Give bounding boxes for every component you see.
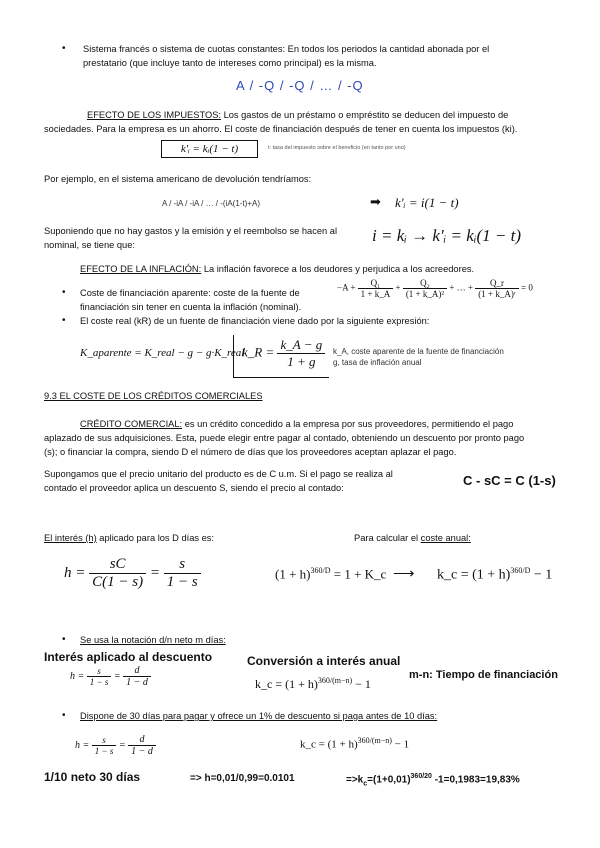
impuestos-heading: EFECTO DE LOS IMPUESTOS: (87, 110, 221, 120)
inflacion-paragraph (80, 262, 474, 276)
ej-kc: k_c = (1 + h) (300, 738, 358, 751)
credito-heading: CRÉDITO COMERCIAL: (80, 419, 183, 429)
not-eq: = (113, 670, 121, 682)
interes-label-rest: aplicado para los D días es: (96, 533, 215, 543)
h-num2: s (164, 556, 201, 574)
credito-price-formula: C - sC = C (1-s) (463, 473, 556, 488)
kc-exp: 360/D (510, 566, 531, 575)
bullet-dot: • (62, 634, 66, 645)
frances-title: Sistema francés o sistema de cuotas constantes: (83, 44, 286, 54)
ejemplo-bullet: Dispone de 30 días para pagar y ofrece un 1% de descuento si paga antes de 10 días: (80, 711, 438, 721)
credito-text1: es un crédito concedido a la empresa por sus proveedores, permitiendo el pago (182, 419, 514, 429)
kr-legend1: k_A, coste aparente de la fuente de financiación (333, 347, 504, 356)
not-kc-exp: 360/(m−n) (317, 676, 353, 685)
kr-den: 1 + g (287, 354, 316, 369)
ej-frac-d (128, 734, 156, 757)
impuestos-paragraph (87, 108, 508, 122)
ej-kc-exp: 360/(m−n) (357, 736, 392, 745)
bullet-dot: • (62, 287, 66, 298)
ej-1s: 1 − s (94, 746, 114, 756)
kc-formula (437, 566, 552, 584)
inflacion-b1b: financiación sin tener en cuenta la inflación (nominal). (80, 302, 302, 312)
kr-formula (242, 337, 325, 370)
h-den1: C(1 − s) (92, 574, 144, 590)
credito-text2: aplazado de sus adquisiciones. Esta, puede elegir entre pagar al contado, obteniendo un descuento por pronto pago (44, 433, 525, 443)
frances-text1: En todos los periodos la cantidad abonada por el (285, 44, 490, 54)
not-d: d (123, 665, 151, 677)
eq-d2: (1 + k_A)² (405, 289, 445, 299)
eq-frac-r (475, 278, 519, 299)
credito-supp2: contado el proveedor aplica un descuento S, siendo el precio al contado: (44, 483, 344, 493)
eq-qr: Q_r (475, 278, 519, 289)
kr-num: k_A − g (277, 337, 325, 354)
not-kc: k_c = (1 + h) (255, 677, 318, 691)
ej-r2-sub: c (363, 780, 368, 788)
inflacion-b2: El coste real (kR) de un fuente de financiación viene dado por la siguiente expresión: (80, 316, 430, 326)
arrow-right-icon: ➡ (370, 194, 381, 209)
inflacion-real-formula: K_aparente = K_real − g − g·K_real (80, 347, 245, 359)
h-formula (64, 556, 201, 591)
interes-label (44, 531, 214, 545)
h-left: h = (64, 564, 86, 581)
impuestos-amer-formula: A / -iA / -iA / … / -(iA(1-t)+A) (162, 199, 261, 208)
frances-paragraph (83, 42, 553, 56)
ej-eq: = (118, 739, 126, 751)
eq-part-a: −A + (337, 282, 356, 293)
bullet-dot: • (62, 315, 66, 326)
inflacion-b1a: Coste de financiación aparente: coste de la fuente de (80, 288, 300, 298)
kr-legend2: g, tasa de inflación anual (333, 358, 422, 367)
h-frac-1 (89, 556, 146, 591)
impuestos-supp-formula: i = kᵢ → k'ᵢ = kᵢ(1 − t) (372, 226, 522, 245)
credito-supp1: Supongamos que el precio unitario del producto es de C u.m. Si el pago se realiza al (44, 469, 393, 479)
impuestos-supp2: nominal, se tiene que: (44, 240, 135, 250)
ej-r2-exp: 360/20 (410, 773, 432, 780)
not-frac-d (123, 665, 151, 688)
ej-r2-mid: =(1+0,01) (367, 774, 411, 786)
not-frac-s (87, 666, 112, 687)
annual-left: (1 + h) (275, 566, 311, 582)
impuestos-text2: sociedades. Para la empresa es un ahorro. El coste de financiación después de tener en cuenta los impuestos (ki). (44, 124, 518, 134)
eq-d1: 1 + k_A (360, 289, 391, 299)
impuestos-supp1: Suponiendo que no hay gastos y la emisión y el reembolso se hacen al (44, 226, 338, 236)
ejemplo-h-formula (75, 734, 156, 757)
inflacion-text: La inflación favorece a los deudores y perjudica a los acreedores. (201, 264, 475, 274)
h-frac-2 (164, 556, 201, 591)
ejemplo-result-label: 1/10 neto 30 días (44, 770, 141, 784)
ejemplo-result1: => h=0,01/0,99=0.0101 (190, 773, 295, 784)
inflacion-heading: EFECTO DE LA INFLACIÓN: (80, 264, 202, 274)
eq-q2: Q₂ (403, 278, 447, 289)
eq-frac-2 (403, 278, 447, 299)
ej-s: s (92, 735, 117, 746)
eq-dr: (1 + k_A)ʳ (478, 289, 516, 299)
section-title: 9.3 EL COSTE DE LOS CRÉDITOS COMERCIALES (44, 391, 263, 401)
ejemplo-result2 (346, 773, 520, 787)
h-eq: = (149, 564, 160, 581)
long-arrow-icon: ⟶ (393, 565, 415, 582)
credito-text3: (s); o financiar la compra, siendo D el número de días que los proveedores aceptan aplazar el pago. (44, 447, 457, 457)
h-num1: sC (89, 556, 146, 574)
kc-left: k_c = (1 + h) (437, 567, 511, 583)
impuestos-example: Por ejemplo, en el sistema americano de devolución tendríamos: (44, 174, 312, 184)
eq-q1: Q₁ (358, 278, 394, 289)
ejemplo-kc-formula (300, 736, 409, 751)
not-1d: 1 − d (126, 677, 148, 688)
interes-calc-pre: Para calcular el (354, 533, 421, 543)
not-h: h = (70, 670, 85, 682)
annual-right: = 1 + K_c (333, 566, 387, 582)
notacion-h-formula (70, 665, 151, 688)
ej-kc-end: − 1 (394, 738, 410, 751)
bullet-dot: • (62, 710, 66, 721)
inflacion-equation: −A + $\frac{\text{Q₁}}{1 + k\_A}$ + $\frac{\text{Q₂}}{\text{(1 + k\_A)²}}$ + … + $\frac{Q\_r}{\text{(1 + k\_A)ʳ}}$ = 0 (337, 278, 533, 299)
notacion-h3: m-n: Tiempo de financiación (409, 669, 558, 681)
ej-h: h = (75, 739, 90, 751)
frances-formula: A / -Q / -Q / … / -Q (236, 78, 364, 93)
notacion-bullet: Se usa la notación d/n neto m días: (80, 635, 226, 645)
not-1s: 1 − s (89, 677, 109, 687)
eq-end: = 0 (521, 282, 533, 293)
ej-1d: 1 − d (131, 746, 153, 757)
kr-left: k_R = (242, 344, 275, 360)
impuestos-text1: Los gastos de un préstamo o empréstito se deducen del impuesto de (220, 110, 509, 120)
ej-r2-pre: =>k (346, 774, 364, 786)
ej-d: d (128, 734, 156, 746)
frances-text2: prestatario (que incluye tanto de intereses como principal) es la misma. (83, 58, 377, 68)
ej-frac-s (92, 735, 117, 756)
ej-r2-end: -1=0,1983=19,83% (431, 774, 520, 786)
annual-formula (275, 566, 386, 582)
kr-frac (277, 337, 325, 370)
not-kc-end: − 1 (355, 677, 371, 691)
notacion-kc-formula (255, 676, 371, 692)
interes-calc (354, 531, 471, 545)
impuestos-box-note: t: tasa del impuesto sobre el beneficio (en tanto por uno) (268, 145, 406, 151)
eq-frac-1 (358, 278, 394, 299)
credito-paragraph (80, 417, 513, 431)
impuestos-box-formula: k'ᵢ = kᵢ(1 − t) (161, 140, 258, 158)
kc-end: − 1 (533, 567, 553, 583)
notacion-h2: Conversión a interés anual (247, 654, 401, 668)
eq-mid: + … + (449, 282, 473, 293)
h-den2: 1 − s (166, 574, 198, 590)
notacion-h1: Interés aplicado al descuento (44, 650, 213, 664)
annual-exp: 360/D (310, 566, 331, 575)
bullet-dot: • (62, 43, 66, 54)
impuestos-amer-result: k'ᵢ = i(1 − t) (395, 195, 459, 210)
not-s: s (87, 666, 112, 677)
interes-label-u: El interés (h) (44, 533, 97, 543)
interes-calc-u: coste anual: (420, 533, 471, 543)
